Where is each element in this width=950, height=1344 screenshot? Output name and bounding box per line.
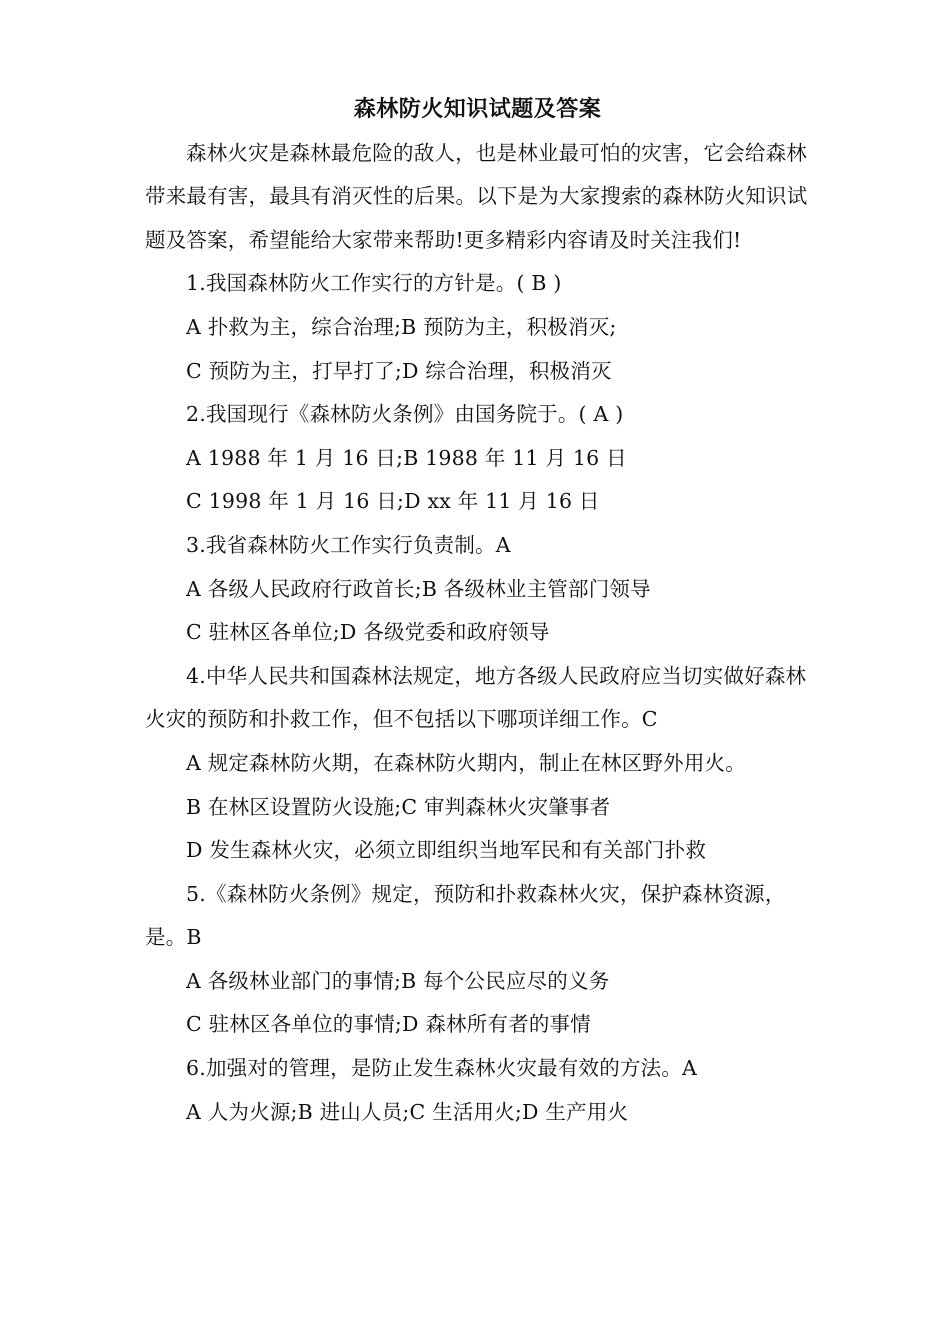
question-option-line: A 规定森林防火期，在森林防火期内，制止在林区野外用火。 <box>186 750 746 775</box>
question-5 <box>145 873 810 1047</box>
question-option-line: C 驻林区各单位;D 各级党委和政府领导 <box>186 620 550 645</box>
question-1 <box>145 262 810 393</box>
question-option-line: A 扑救为主，综合治理;B 预防为主，积极消灭; <box>186 314 617 339</box>
question-stem: 4.中华人民共和国森林法规定，地方各级人民政府应当切实做好森林火灾的预防和扑救工作，但不包括以下哪项详细工作。C <box>145 663 807 732</box>
question-4 <box>145 655 810 873</box>
question-option-line: A 1988 年 1 月 16 日;B 1988 年 11 月 16 日 <box>186 445 627 470</box>
question-option-line: C 驻林区各单位的事情;D 森林所有者的事情 <box>186 1012 591 1037</box>
question-stem: 2.我国现行《森林防火条例》由国务院于。( A ) <box>186 402 624 427</box>
question-option-line: A 各级人民政府行政首长;B 各级林业主管部门领导 <box>186 576 651 601</box>
question-option-line: D 发生森林火灾，必须立即组织当地军民和有关部门扑救 <box>186 838 707 863</box>
question-3 <box>145 524 810 655</box>
intro-paragraph: 森林火灾是森林最危险的敌人，也是林业最可怕的灾害，它会给森林带来最有害，最具有消灭性的后果。以下是为大家搜索的森林防火知识试题及答案，希望能给大家带来帮助!更多精彩内容请及时关注我们! <box>145 140 808 252</box>
question-stem: 3.我省森林防火工作实行负责制。A <box>186 532 511 557</box>
question-6 <box>145 1047 810 1134</box>
question-stem: 5.《森林防火条例》规定，预防和扑救森林火灾，保护森林资源，是。B <box>145 881 786 950</box>
question-stem: 6.加强对的管理，是防止发生森林火灾最有效的方法。A <box>186 1056 698 1081</box>
question-option-line: A 人为火源;B 进山人员;C 生活用火;D 生产用火 <box>186 1099 629 1124</box>
question-2 <box>145 393 810 524</box>
question-option-line: A 各级林业部门的事情;B 每个公民应尽的义务 <box>186 968 610 993</box>
question-option-line: B 在林区设置防火设施;C 审判森林火灾肇事者 <box>186 794 611 819</box>
document-title: 森林防火知识试题及答案 <box>353 96 602 122</box>
question-option-line: C 预防为主，打早打了;D 综合治理，积极消灭 <box>186 358 612 383</box>
question-stem: 1.我国森林防火工作实行的方针是。( B ) <box>186 271 562 296</box>
document-body <box>145 88 810 1134</box>
question-option-line: C 1998 年 1 月 16 日;D xx 年 11 月 16 日 <box>186 489 600 514</box>
